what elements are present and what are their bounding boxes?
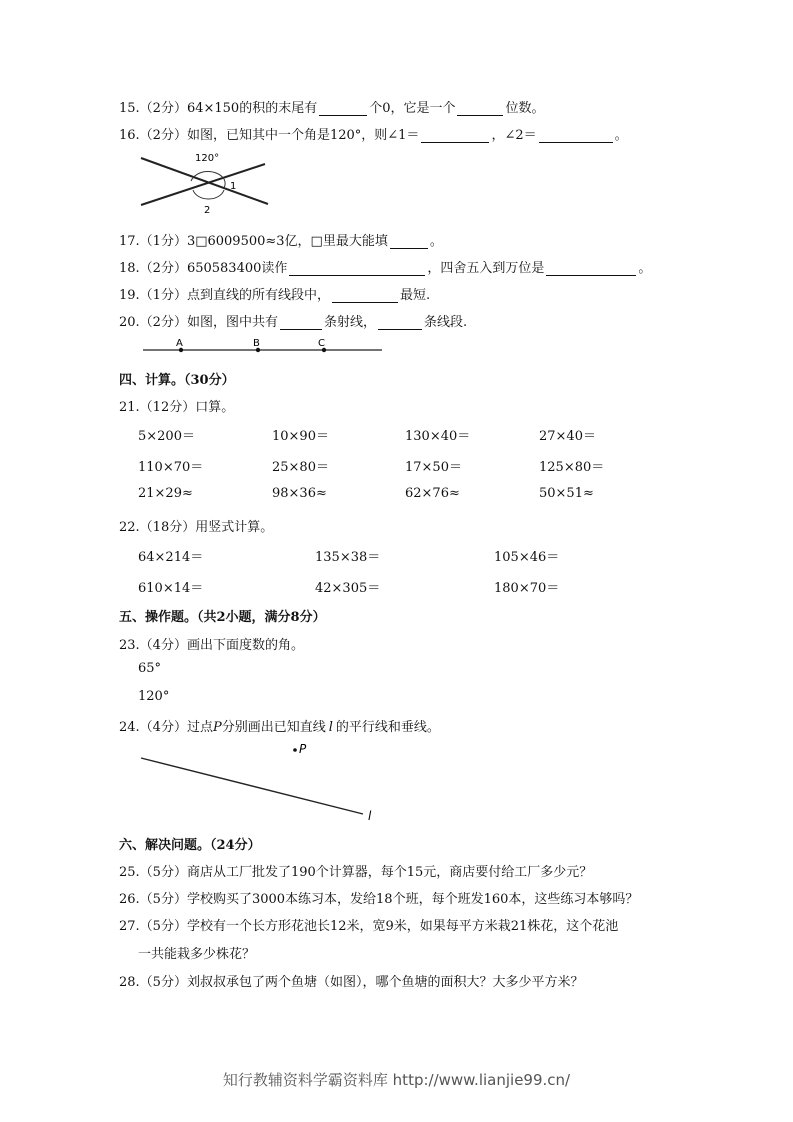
oral-item: 21×29≈ — [138, 486, 193, 501]
arc-1 — [224, 179, 225, 188]
q18-text-a: 18.（2分）650583400读作 — [119, 261, 288, 276]
line-l — [141, 758, 363, 814]
q19-blank — [332, 289, 398, 303]
q15-text-a: 15.（2分）64×150的积的末尾有 — [119, 101, 318, 116]
question-17 — [119, 230, 443, 249]
footer-watermark: 知行教辅资料学霸资料库 http://www.lianjie99.cn/ — [222, 1071, 571, 1089]
q17-blank — [390, 235, 428, 249]
q15-blank-1 — [319, 102, 367, 116]
oral-item: 5×200＝ — [138, 429, 195, 444]
q24-text-a: 24.（4分）过点 — [119, 720, 213, 735]
q15-text-b: 个0，它是一个 — [369, 101, 456, 116]
label-a: A — [176, 338, 183, 349]
arc-2 — [193, 190, 224, 199]
question-27-line-1: 27.（5分）学校有一个长方形花池长12米，宽9米，如果每平方米栽21株花，这个花池 — [119, 919, 619, 934]
section-4-title: 四、计算。（30分） — [119, 373, 235, 388]
label-1: 1 — [230, 181, 237, 192]
label-2: 2 — [204, 205, 211, 216]
question-19 — [119, 284, 430, 303]
q17-text-b: 。 — [429, 234, 443, 249]
q20-text-c: 条线段. — [423, 315, 468, 330]
oral-item: 98×36≈ — [272, 486, 327, 501]
q20-text-b: 条射线， — [323, 315, 376, 330]
oral-item: 27×40＝ — [539, 429, 596, 444]
degree-120: 120° — [138, 689, 170, 704]
vertical-item: 180×70＝ — [494, 581, 560, 596]
vertical-item: 42×305＝ — [315, 581, 381, 596]
q17-text-a: 17.（1分）3□6009500≈3亿，□里最大能填 — [119, 234, 388, 249]
vertical-item: 135×38＝ — [315, 550, 381, 565]
question-18 — [119, 257, 651, 276]
oral-item: 10×90＝ — [272, 429, 329, 444]
section-5-title: 五、操作题。（共2小题，满分8分） — [119, 610, 326, 625]
oral-item: 25×80＝ — [272, 460, 329, 475]
oral-item: 125×80＝ — [539, 460, 605, 475]
q20-blank-2 — [378, 316, 422, 330]
oral-item: 62×76≈ — [405, 486, 460, 501]
q19-text-a: 19.（1分）点到直线的所有线段中， — [119, 288, 330, 303]
oral-item: 110×70＝ — [138, 460, 204, 475]
oral-item: 130×40＝ — [405, 429, 471, 444]
section-6-title: 六、解决问题。（24分） — [119, 838, 261, 853]
question-21: 21.（12分）口算。 — [119, 400, 235, 415]
line-1 — [141, 158, 268, 204]
vertical-item: 610×14＝ — [138, 581, 204, 596]
q16-blank-2 — [539, 129, 613, 143]
q20-blank-1 — [280, 316, 322, 330]
q15-text-c: 位数。 — [505, 101, 545, 116]
question-22: 22.（18分）用竖式计算。 — [119, 520, 274, 535]
point-p — [293, 748, 297, 752]
vertical-item: 64×214＝ — [138, 550, 204, 565]
label-b: B — [253, 338, 260, 349]
q19-text-b: 最短. — [399, 288, 431, 303]
line-2 — [141, 164, 265, 205]
label-l: l — [368, 809, 372, 823]
question-15 — [119, 97, 545, 116]
label-120: 120° — [195, 153, 220, 164]
q20-text-a: 20.（2分）如图，图中共有 — [119, 315, 278, 330]
oral-item: 17×50＝ — [405, 460, 462, 475]
question-26: 26.（5分）学校购买了3000本练习本，发给18个班，每个班发160本，这些练习本够吗？ — [119, 892, 639, 907]
q16-text-c: 。 — [614, 128, 628, 143]
q18-text-b: ，四舍五入到万位是 — [427, 261, 545, 276]
q16-text-b: ，∠2＝ — [491, 128, 537, 143]
q24-line-l: l — [328, 720, 333, 735]
question-16 — [119, 124, 628, 143]
figure-line-abc — [138, 334, 388, 356]
q24-text-c: 的平行线和垂线。 — [335, 720, 440, 735]
figure-intersecting-lines — [138, 148, 273, 218]
q16-text-a: 16.（2分）如图，已知其中一个角是120°，则∠1＝ — [119, 128, 420, 143]
question-24 — [119, 716, 440, 735]
q18-blank-1 — [289, 262, 425, 276]
q24-point-p: P — [212, 720, 222, 735]
question-27-line-2: 一共能栽多少株花？ — [138, 947, 256, 962]
degree-65: 65° — [138, 661, 162, 676]
oral-item: 50×51≈ — [539, 486, 594, 501]
q15-blank-2 — [457, 102, 503, 116]
figure-line-l-point-p — [138, 738, 383, 824]
question-25: 25.（5分）商店从工厂批发了190个计算器，每个15元，商店要付给工厂多少元？ — [119, 865, 593, 880]
q18-text-c: 。 — [638, 261, 652, 276]
q24-text-b: 分别画出已知直线 — [221, 720, 326, 735]
vertical-item: 105×46＝ — [494, 550, 560, 565]
q16-blank-1 — [421, 129, 489, 143]
question-28: 28.（5分）刘叔叔承包了两个鱼塘（如图），哪个鱼塘的面积大？大多少平方米？ — [119, 975, 584, 990]
label-p: P — [299, 742, 307, 756]
question-23: 23.（4分）画出下面度数的角。 — [119, 638, 304, 653]
question-20 — [119, 311, 467, 330]
q18-blank-2 — [546, 262, 636, 276]
label-c: C — [318, 338, 325, 349]
